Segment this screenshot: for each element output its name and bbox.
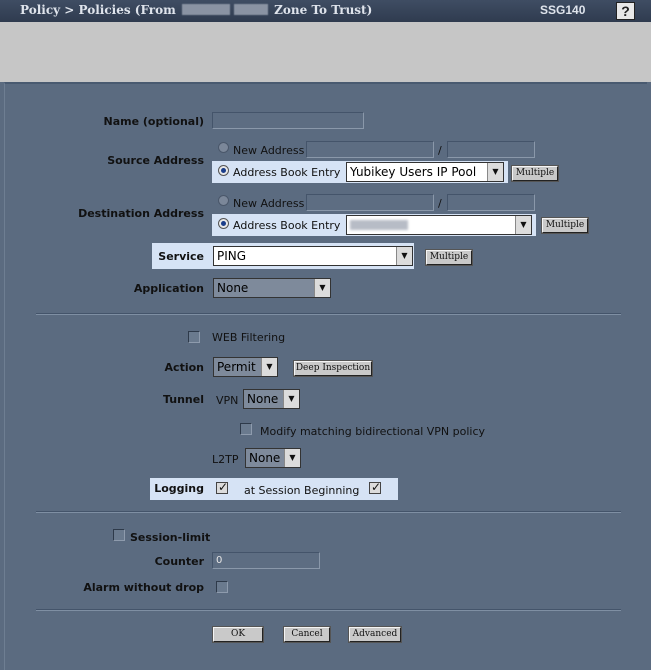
help-icon[interactable]: ? [616, 2, 635, 20]
service-value: PING [217, 249, 247, 263]
alarm-checkbox[interactable] [216, 581, 228, 593]
breadcrumb-suffix: Zone To Trust) [274, 3, 373, 17]
chevron-down-icon: ▼ [261, 358, 277, 376]
action-value: Permit [217, 360, 256, 374]
modify-vpn-label: Modify matching bidirectional VPN policy [260, 425, 486, 438]
divider [36, 609, 621, 611]
destination-new-address-radio[interactable] [218, 195, 229, 206]
redacted-zone-name [182, 4, 230, 15]
service-multiple-button[interactable]: Multiple [426, 250, 472, 265]
vpn-select[interactable] [243, 389, 300, 409]
chevron-down-icon: ▼ [314, 279, 330, 297]
breadcrumb-prefix: Policy > Policies (From [20, 3, 176, 17]
destination-address-book-label: Address Book Entry [233, 219, 341, 232]
divider [36, 313, 621, 315]
session-beginning-checkbox[interactable] [369, 482, 381, 494]
chevron-down-icon: ▼ [515, 216, 531, 234]
source-new-address-ip[interactable] [306, 141, 434, 158]
cancel-button[interactable]: Cancel [284, 627, 330, 642]
source-address-label: Source Address [107, 154, 204, 167]
l2tp-label: L2TP [212, 453, 239, 466]
redacted-zone-name-2 [234, 4, 268, 15]
destination-multiple-button[interactable]: Multiple [542, 218, 588, 233]
ok-button[interactable]: OK [213, 627, 263, 642]
service-select[interactable] [213, 246, 413, 266]
source-address-value: Yubikey Users IP Pool [350, 165, 477, 179]
counter-label: Counter [154, 555, 204, 568]
source-new-address-radio[interactable] [218, 142, 229, 153]
source-multiple-button[interactable]: Multiple [512, 166, 558, 181]
l2tp-value: None [249, 451, 281, 465]
source-slash: / [438, 144, 442, 157]
action-select[interactable] [213, 357, 278, 377]
advanced-button[interactable]: Advanced [349, 627, 401, 642]
vpn-value: None [247, 392, 279, 406]
source-new-address-label: New Address [233, 144, 305, 157]
divider [36, 511, 621, 513]
chevron-down-icon: ▼ [396, 247, 412, 265]
destination-slash: / [438, 197, 442, 210]
vpn-label: VPN [216, 394, 239, 407]
chevron-down-icon: ▼ [284, 449, 300, 467]
logging-checkbox[interactable] [216, 482, 228, 494]
deep-inspection-button[interactable]: Deep Inspection [294, 361, 372, 376]
tunnel-label: Tunnel [162, 393, 204, 406]
destination-new-address-label: New Address [233, 197, 305, 210]
session-limit-checkbox[interactable] [113, 529, 125, 541]
chevron-down-icon: ▼ [487, 163, 503, 181]
action-label: Action [164, 361, 204, 374]
destination-new-address-mask[interactable] [447, 194, 535, 211]
destination-address-label: Destination Address [78, 207, 204, 220]
counter-input[interactable]: 0 [212, 552, 320, 569]
source-address-book-radio[interactable] [218, 165, 229, 176]
l2tp-select[interactable] [245, 448, 301, 468]
session-beginning-label: at Session Beginning [244, 484, 360, 497]
chevron-down-icon: ▼ [283, 390, 299, 408]
application-value: None [217, 281, 249, 295]
destination-address-select[interactable] [346, 215, 532, 235]
breadcrumb [20, 3, 372, 17]
source-address-select[interactable] [346, 162, 504, 182]
session-limit-label: Session-limit [130, 531, 211, 544]
header-band [0, 22, 651, 82]
service-label: Service [158, 250, 204, 263]
name-label: Name (optional) [103, 115, 204, 128]
device-name: SSG140 [540, 3, 586, 17]
name-input[interactable] [212, 112, 364, 129]
modify-vpn-checkbox[interactable] [240, 423, 252, 435]
application-label: Application [133, 282, 204, 295]
destination-address-book-radio[interactable] [218, 218, 229, 229]
source-address-book-label: Address Book Entry [233, 166, 341, 179]
logging-label: Logging [154, 482, 204, 495]
application-select[interactable] [213, 278, 331, 298]
web-filtering-checkbox[interactable] [188, 331, 200, 343]
alarm-label: Alarm without drop [83, 581, 204, 594]
source-new-address-mask[interactable] [447, 141, 535, 158]
title-bar [0, 0, 651, 22]
web-filtering-label: WEB Filtering [212, 331, 286, 344]
destination-new-address-ip[interactable] [306, 194, 434, 211]
redacted-destination [350, 220, 408, 230]
